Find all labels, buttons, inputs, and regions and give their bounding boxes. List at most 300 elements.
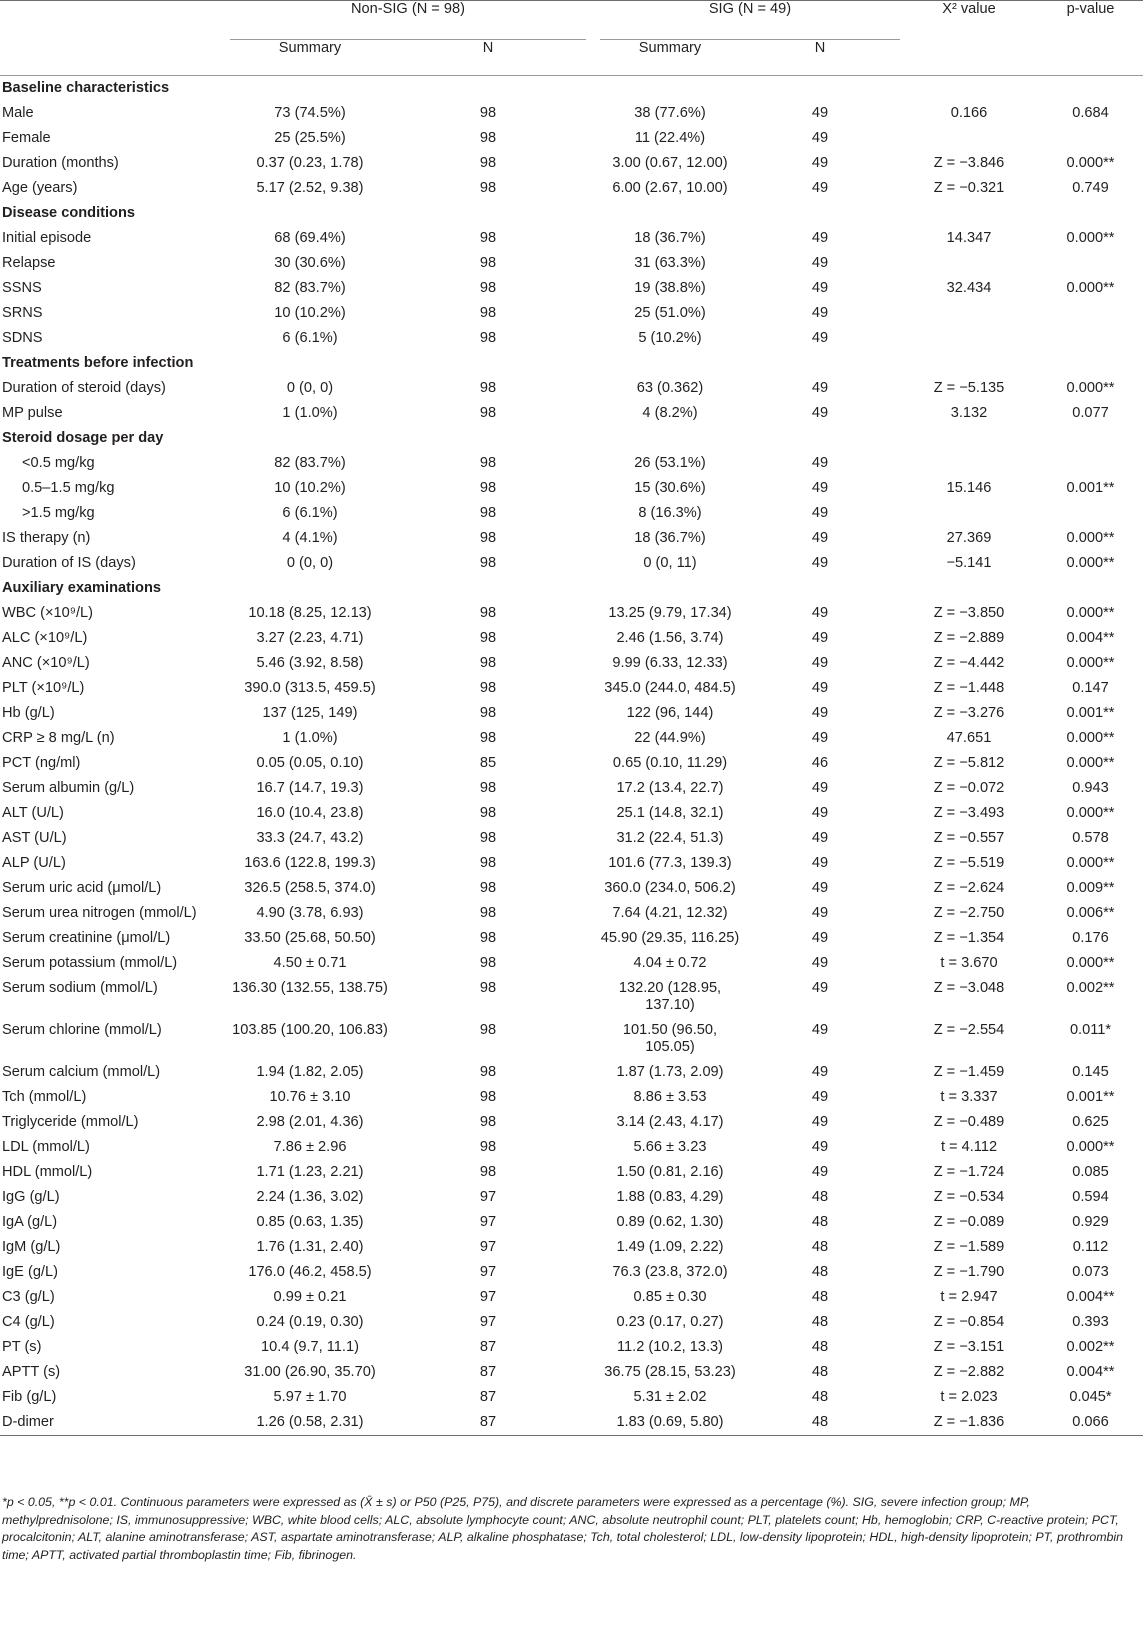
sig-n: 48 bbox=[811, 1289, 829, 1305]
sig-n: 49 bbox=[811, 455, 829, 471]
sig-summary: 0.23 (0.17, 0.27) bbox=[616, 1314, 724, 1330]
test-statistic bbox=[900, 501, 1038, 526]
spacer bbox=[586, 1335, 600, 1360]
non-sig-summary: 1.71 (1.23, 2.21) bbox=[256, 1164, 364, 1180]
sig-summary: 8 (16.3%) bbox=[638, 505, 702, 521]
row-label: Triglyceride (mmol/L) bbox=[2, 1114, 139, 1130]
table-row bbox=[0, 776, 1143, 801]
non-sig-summary: 16.0 (10.4, 23.8) bbox=[256, 805, 364, 821]
section-header bbox=[0, 76, 1143, 101]
p-value: 0.943 bbox=[1072, 780, 1109, 796]
spacer bbox=[586, 976, 600, 1018]
non-sig-n: 98 bbox=[479, 505, 497, 521]
non-sig-n: 98 bbox=[479, 280, 497, 296]
table-row bbox=[0, 901, 1143, 926]
test-statistic: Z = −5.812 bbox=[933, 755, 1005, 771]
row-label: Female bbox=[2, 130, 51, 146]
test-statistic: Z = −3.276 bbox=[933, 705, 1005, 721]
spacer bbox=[586, 301, 600, 326]
spacer bbox=[586, 1210, 600, 1235]
table-row bbox=[0, 276, 1143, 301]
non-sig-summary: 1 (1.0%) bbox=[282, 730, 338, 746]
p-value bbox=[1038, 126, 1143, 151]
spacer bbox=[586, 1060, 600, 1085]
section-title: Auxiliary examinations bbox=[2, 580, 161, 596]
spacer bbox=[586, 1260, 600, 1285]
p-value: 0.000** bbox=[1066, 755, 1115, 771]
spacer bbox=[586, 726, 600, 751]
non-sig-n: 98 bbox=[479, 1089, 497, 1105]
sig-summary: 9.99 (6.33, 12.33) bbox=[612, 655, 728, 671]
test-statistic: Z = −2.554 bbox=[933, 1022, 1005, 1038]
non-sig-n: 98 bbox=[479, 705, 497, 721]
table-row bbox=[0, 326, 1143, 351]
sig-n: 49 bbox=[811, 805, 829, 821]
section-header bbox=[0, 576, 1143, 601]
table-row bbox=[0, 226, 1143, 251]
spacer bbox=[586, 1410, 600, 1436]
table-row bbox=[0, 751, 1143, 776]
p-value: 0.000** bbox=[1066, 605, 1115, 621]
test-statistic bbox=[900, 301, 1038, 326]
table-row bbox=[0, 1385, 1143, 1410]
non-sig-summary: 82 (83.7%) bbox=[274, 455, 346, 471]
table-row bbox=[0, 1135, 1143, 1160]
non-sig-summary: 5.17 (2.52, 9.38) bbox=[256, 180, 364, 196]
row-label: IgE (g/L) bbox=[2, 1264, 58, 1280]
sig-summary: 3.00 (0.67, 12.00) bbox=[612, 155, 728, 171]
sig-n: 49 bbox=[811, 1164, 829, 1180]
table-row bbox=[0, 501, 1143, 526]
spacer bbox=[586, 1018, 600, 1060]
sig-n: 49 bbox=[811, 405, 829, 421]
sig-summary: 345.0 (244.0, 484.5) bbox=[604, 680, 736, 696]
non-sig-n: 87 bbox=[479, 1364, 497, 1380]
spacer bbox=[586, 1360, 600, 1385]
spacer bbox=[586, 251, 600, 276]
non-sig-summary: 326.5 (258.5, 374.0) bbox=[244, 880, 376, 896]
non-sig-n: 98 bbox=[479, 1164, 497, 1180]
p-value: 0.147 bbox=[1072, 680, 1109, 696]
p-value bbox=[1038, 501, 1143, 526]
p-value: 0.000** bbox=[1066, 230, 1115, 246]
non-sig-n: 98 bbox=[479, 805, 497, 821]
non-sig-summary: 31.00 (26.90, 35.70) bbox=[244, 1364, 376, 1380]
sig-n: 49 bbox=[811, 230, 829, 246]
row-label: Fib (g/L) bbox=[2, 1389, 57, 1405]
test-statistic: Z = −0.072 bbox=[933, 780, 1005, 796]
non-sig-n: 98 bbox=[479, 605, 497, 621]
non-sig-summary: 82 (83.7%) bbox=[274, 280, 346, 296]
row-label: PLT (×10⁹/L) bbox=[2, 680, 85, 696]
test-statistic: 47.651 bbox=[946, 730, 992, 746]
p-value: 0.749 bbox=[1072, 180, 1109, 196]
non-sig-summary: 33.50 (25.68, 50.50) bbox=[244, 930, 376, 946]
row-label: Serum urea nitrogen (mmol/L) bbox=[2, 905, 197, 921]
test-statistic: Z = −2.624 bbox=[933, 880, 1005, 896]
sig-n: 49 bbox=[811, 930, 829, 946]
non-sig-summary: 0.37 (0.23, 1.78) bbox=[256, 155, 364, 171]
row-label: IgM (g/L) bbox=[2, 1239, 61, 1255]
table-row bbox=[0, 626, 1143, 651]
spacer bbox=[586, 1235, 600, 1260]
non-sig-summary: 10 (10.2%) bbox=[274, 305, 346, 321]
sig-summary: 2.46 (1.56, 3.74) bbox=[616, 630, 724, 646]
p-value: 0.077 bbox=[1072, 405, 1109, 421]
section-header bbox=[0, 351, 1143, 376]
row-label: D-dimer bbox=[2, 1414, 54, 1430]
non-sig-n: 98 bbox=[479, 180, 497, 196]
test-statistic: Z = −0.854 bbox=[933, 1314, 1005, 1330]
spacer bbox=[586, 1385, 600, 1410]
spacer bbox=[586, 601, 600, 626]
test-statistic: 3.132 bbox=[950, 405, 988, 421]
spacer bbox=[586, 1085, 600, 1110]
header-sig-n: N bbox=[814, 40, 826, 56]
sig-n: 48 bbox=[811, 1414, 829, 1430]
sig-summary: 19 (38.8%) bbox=[634, 280, 706, 296]
non-sig-n: 97 bbox=[479, 1189, 497, 1205]
spacer bbox=[586, 701, 600, 726]
table-row bbox=[0, 251, 1143, 276]
row-label: ALC (×10⁹/L) bbox=[2, 630, 88, 646]
row-label: Serum chlorine (mmol/L) bbox=[2, 1022, 162, 1038]
sig-summary: 1.88 (0.83, 4.29) bbox=[616, 1189, 724, 1205]
sig-summary: 25.1 (14.8, 32.1) bbox=[616, 805, 724, 821]
non-sig-summary: 25 (25.5%) bbox=[274, 130, 346, 146]
non-sig-n: 98 bbox=[479, 930, 497, 946]
test-statistic: 0.166 bbox=[950, 105, 988, 121]
p-value bbox=[1038, 301, 1143, 326]
spacer bbox=[586, 876, 600, 901]
test-statistic: −5.141 bbox=[946, 555, 992, 571]
test-statistic: Z = −3.850 bbox=[933, 605, 1005, 621]
table-row bbox=[0, 951, 1143, 976]
table-row bbox=[0, 176, 1143, 201]
test-statistic: Z = −1.790 bbox=[933, 1264, 1005, 1280]
header-sig-summary: Summary bbox=[638, 40, 702, 56]
table-row bbox=[0, 301, 1143, 326]
row-label: Duration (months) bbox=[2, 155, 119, 171]
sig-n: 49 bbox=[811, 630, 829, 646]
sig-n: 48 bbox=[811, 1389, 829, 1405]
table-row bbox=[0, 1210, 1143, 1235]
test-statistic bbox=[900, 251, 1038, 276]
non-sig-n: 98 bbox=[479, 680, 497, 696]
section-title: Treatments before infection bbox=[2, 355, 194, 371]
non-sig-n: 85 bbox=[479, 755, 497, 771]
table-row bbox=[0, 926, 1143, 951]
non-sig-summary: 1 (1.0%) bbox=[282, 405, 338, 421]
sig-summary: 122 (96, 144) bbox=[626, 705, 714, 721]
non-sig-n: 98 bbox=[479, 330, 497, 346]
non-sig-n: 87 bbox=[479, 1414, 497, 1430]
test-statistic: Z = −3.846 bbox=[933, 155, 1005, 171]
non-sig-n: 98 bbox=[479, 130, 497, 146]
non-sig-n: 98 bbox=[479, 555, 497, 571]
p-value: 0.011* bbox=[1069, 1022, 1112, 1038]
sig-summary: 0.89 (0.62, 1.30) bbox=[616, 1214, 724, 1230]
sig-n: 49 bbox=[811, 505, 829, 521]
test-statistic: Z = −4.442 bbox=[933, 655, 1005, 671]
sig-summary: 11 (22.4%) bbox=[634, 130, 706, 146]
spacer bbox=[586, 1110, 600, 1135]
non-sig-summary: 5.97 ± 1.70 bbox=[273, 1389, 347, 1405]
spacer bbox=[586, 626, 600, 651]
table-row bbox=[0, 1235, 1143, 1260]
test-statistic: 14.347 bbox=[946, 230, 992, 246]
section-title: Disease conditions bbox=[2, 205, 136, 221]
non-sig-n: 98 bbox=[479, 955, 497, 971]
table-row bbox=[0, 1310, 1143, 1335]
p-value: 0.112 bbox=[1072, 1239, 1109, 1255]
header-x2-value: X² value bbox=[942, 1, 996, 17]
non-sig-n: 98 bbox=[479, 480, 497, 496]
sig-summary: 4.04 ± 0.72 bbox=[633, 955, 707, 971]
non-sig-n: 98 bbox=[479, 1064, 497, 1080]
non-sig-n: 97 bbox=[479, 1239, 497, 1255]
p-value: 0.006** bbox=[1066, 905, 1115, 921]
table-row bbox=[0, 101, 1143, 126]
test-statistic: t = 2.947 bbox=[940, 1289, 998, 1305]
row-label: PCT (ng/ml) bbox=[2, 755, 81, 771]
p-value: 0.684 bbox=[1072, 105, 1109, 121]
non-sig-summary: 16.7 (14.7, 19.3) bbox=[256, 780, 364, 796]
p-value: 0.004** bbox=[1066, 1289, 1115, 1305]
non-sig-n: 98 bbox=[479, 1114, 497, 1130]
non-sig-n: 98 bbox=[479, 730, 497, 746]
spacer bbox=[586, 276, 600, 301]
p-value: 0.000** bbox=[1066, 530, 1115, 546]
p-value: 0.009** bbox=[1066, 880, 1115, 896]
sig-n: 49 bbox=[811, 255, 829, 271]
row-label: Serum uric acid (μmol/L) bbox=[2, 880, 162, 896]
row-label: C4 (g/L) bbox=[2, 1314, 55, 1330]
row-label: ALT (U/L) bbox=[2, 805, 64, 821]
p-value: 0.145 bbox=[1072, 1064, 1109, 1080]
p-value: 0.625 bbox=[1072, 1114, 1109, 1130]
sig-n: 49 bbox=[811, 330, 829, 346]
non-sig-n: 98 bbox=[479, 855, 497, 871]
sig-n: 49 bbox=[811, 730, 829, 746]
sig-summary: 101.6 (77.3, 139.3) bbox=[608, 855, 732, 871]
non-sig-n: 98 bbox=[479, 155, 497, 171]
row-label: Duration of IS (days) bbox=[2, 555, 136, 571]
section-header bbox=[0, 201, 1143, 226]
table-row bbox=[0, 976, 1143, 1018]
non-sig-n: 98 bbox=[479, 230, 497, 246]
non-sig-n: 87 bbox=[479, 1339, 497, 1355]
non-sig-summary: 10.4 (9.7, 11.1) bbox=[261, 1339, 359, 1355]
spacer bbox=[586, 801, 600, 826]
non-sig-n: 97 bbox=[479, 1264, 497, 1280]
sig-summary: 5.66 ± 3.23 bbox=[633, 1139, 707, 1155]
non-sig-n: 98 bbox=[479, 105, 497, 121]
non-sig-n: 98 bbox=[479, 1022, 497, 1038]
sig-summary: 0.65 (0.10, 11.29) bbox=[612, 755, 728, 771]
p-value: 0.000** bbox=[1066, 730, 1115, 746]
non-sig-n: 97 bbox=[479, 1314, 497, 1330]
p-value: 0.001** bbox=[1066, 705, 1115, 721]
spacer bbox=[586, 851, 600, 876]
test-statistic: Z = −0.557 bbox=[933, 830, 1005, 846]
spacer bbox=[586, 476, 600, 501]
sig-summary: 0 (0, 11) bbox=[643, 555, 697, 571]
spacer bbox=[586, 1285, 600, 1310]
p-value: 0.000** bbox=[1066, 155, 1115, 171]
row-label: IgG (g/L) bbox=[2, 1189, 60, 1205]
table-row bbox=[0, 1085, 1143, 1110]
test-statistic: Z = −0.089 bbox=[933, 1214, 1005, 1230]
non-sig-summary: 0.05 (0.05, 0.10) bbox=[256, 755, 364, 771]
sig-summary: 101.50 (96.50, 105.05) bbox=[622, 1022, 718, 1055]
sig-summary: 1.87 (1.73, 2.09) bbox=[616, 1064, 724, 1080]
spacer bbox=[586, 126, 600, 151]
non-sig-summary: 137 (125, 149) bbox=[262, 705, 358, 721]
spacer bbox=[586, 676, 600, 701]
test-statistic: 32.434 bbox=[946, 280, 992, 296]
non-sig-n: 98 bbox=[479, 980, 497, 996]
table-row bbox=[0, 801, 1143, 826]
sig-summary: 15 (30.6%) bbox=[634, 480, 706, 496]
spacer bbox=[586, 401, 600, 426]
sig-summary: 31.2 (22.4, 51.3) bbox=[616, 830, 724, 846]
sig-summary: 22 (44.9%) bbox=[634, 730, 706, 746]
non-sig-n: 98 bbox=[479, 380, 497, 396]
non-sig-summary: 0.24 (0.19, 0.30) bbox=[256, 1314, 364, 1330]
table-row bbox=[0, 1360, 1143, 1385]
sig-n: 49 bbox=[811, 130, 829, 146]
table-row bbox=[0, 1410, 1143, 1436]
row-label: Serum creatinine (μmol/L) bbox=[2, 930, 171, 946]
sig-summary: 360.0 (234.0, 506.2) bbox=[604, 880, 736, 896]
p-value: 0.176 bbox=[1072, 930, 1109, 946]
p-value: 0.085 bbox=[1072, 1164, 1109, 1180]
spacer bbox=[586, 1185, 600, 1210]
header-blank bbox=[0, 1, 230, 40]
non-sig-n: 98 bbox=[479, 1139, 497, 1155]
test-statistic: 27.369 bbox=[946, 530, 992, 546]
non-sig-summary: 163.6 (122.8, 199.3) bbox=[244, 855, 376, 871]
non-sig-n: 98 bbox=[479, 530, 497, 546]
non-sig-summary: 6 (6.1%) bbox=[282, 505, 338, 521]
test-statistic: t = 2.023 bbox=[940, 1389, 998, 1405]
sig-n: 49 bbox=[811, 880, 829, 896]
non-sig-summary: 390.0 (313.5, 459.5) bbox=[244, 680, 376, 696]
p-value: 0.594 bbox=[1072, 1189, 1109, 1205]
table-row bbox=[0, 1160, 1143, 1185]
table-row bbox=[0, 1335, 1143, 1360]
test-statistic: Z = −2.750 bbox=[933, 905, 1005, 921]
p-value: 0.000** bbox=[1066, 1139, 1115, 1155]
non-sig-summary: 1.76 (1.31, 2.40) bbox=[256, 1239, 364, 1255]
table-row bbox=[0, 701, 1143, 726]
section-header bbox=[0, 426, 1143, 451]
test-statistic bbox=[900, 126, 1038, 151]
row-label: IS therapy (n) bbox=[2, 530, 91, 546]
section-title: Steroid dosage per day bbox=[2, 430, 164, 446]
spacer bbox=[586, 651, 600, 676]
sig-n: 49 bbox=[811, 380, 829, 396]
row-label: Age (years) bbox=[2, 180, 78, 196]
p-value bbox=[1038, 451, 1143, 476]
p-value: 0.073 bbox=[1072, 1264, 1109, 1280]
row-label: Tch (mmol/L) bbox=[2, 1089, 87, 1105]
non-sig-summary: 10 (10.2%) bbox=[274, 480, 346, 496]
non-sig-n: 98 bbox=[479, 830, 497, 846]
sig-n: 49 bbox=[811, 530, 829, 546]
non-sig-summary: 10.76 ± 3.10 bbox=[269, 1089, 351, 1105]
p-value: 0.578 bbox=[1072, 830, 1109, 846]
test-statistic: Z = −0.321 bbox=[933, 180, 1005, 196]
row-label: ANC (×10⁹/L) bbox=[2, 655, 90, 671]
p-value: 0.000** bbox=[1066, 805, 1115, 821]
table-row bbox=[0, 1185, 1143, 1210]
test-statistic: Z = −1.459 bbox=[933, 1064, 1005, 1080]
non-sig-n: 98 bbox=[479, 780, 497, 796]
header-sig-group: SIG (N = 49) bbox=[600, 1, 900, 40]
non-sig-summary: 4.90 (3.78, 6.93) bbox=[256, 905, 364, 921]
non-sig-n: 98 bbox=[479, 655, 497, 671]
spacer bbox=[586, 326, 600, 351]
sig-n: 48 bbox=[811, 1214, 829, 1230]
test-statistic: t = 3.670 bbox=[940, 955, 998, 971]
row-label: Serum sodium (mmol/L) bbox=[2, 980, 158, 996]
non-sig-summary: 5.46 (3.92, 8.58) bbox=[256, 655, 364, 671]
row-label: Serum potassium (mmol/L) bbox=[2, 955, 178, 971]
header-non-sig-n: N bbox=[482, 40, 494, 56]
p-value: 0.393 bbox=[1072, 1314, 1109, 1330]
non-sig-summary: 10.18 (8.25, 12.13) bbox=[248, 605, 372, 621]
non-sig-n: 98 bbox=[479, 405, 497, 421]
sig-n: 49 bbox=[811, 155, 829, 171]
sig-summary: 11.2 (10.2, 13.3) bbox=[616, 1339, 723, 1355]
sig-summary: 25 (51.0%) bbox=[634, 305, 706, 321]
sig-n: 48 bbox=[811, 1339, 829, 1355]
test-statistic: t = 3.337 bbox=[940, 1089, 998, 1105]
table-row bbox=[0, 1018, 1143, 1060]
test-statistic: Z = −1.448 bbox=[933, 680, 1005, 696]
sig-n: 48 bbox=[811, 1364, 829, 1380]
sig-n: 49 bbox=[811, 705, 829, 721]
table-row bbox=[0, 401, 1143, 426]
table-body bbox=[0, 76, 1143, 1436]
row-label: >1.5 mg/kg bbox=[22, 505, 95, 521]
sig-n: 49 bbox=[811, 830, 829, 846]
table-row bbox=[0, 826, 1143, 851]
non-sig-n: 97 bbox=[479, 1214, 497, 1230]
sig-n: 49 bbox=[811, 180, 829, 196]
sig-summary: 26 (53.1%) bbox=[634, 455, 706, 471]
non-sig-summary: 176.0 (46.2, 458.5) bbox=[248, 1264, 372, 1280]
sig-n: 49 bbox=[811, 955, 829, 971]
non-sig-summary: 136.30 (132.55, 138.75) bbox=[232, 980, 388, 996]
sig-n: 49 bbox=[811, 855, 829, 871]
non-sig-n: 87 bbox=[479, 1389, 497, 1405]
sig-n: 49 bbox=[811, 680, 829, 696]
sig-summary: 1.49 (1.09, 2.22) bbox=[616, 1239, 724, 1255]
table-row bbox=[0, 1260, 1143, 1285]
sig-summary: 36.75 (28.15, 53.23) bbox=[604, 1364, 736, 1380]
non-sig-summary: 0.85 (0.63, 1.35) bbox=[256, 1214, 364, 1230]
sig-n: 49 bbox=[811, 905, 829, 921]
spacer bbox=[586, 101, 600, 126]
spacer bbox=[586, 951, 600, 976]
row-label: Hb (g/L) bbox=[2, 705, 55, 721]
table-row bbox=[0, 376, 1143, 401]
table-row bbox=[0, 676, 1143, 701]
row-label: SRNS bbox=[2, 305, 43, 321]
